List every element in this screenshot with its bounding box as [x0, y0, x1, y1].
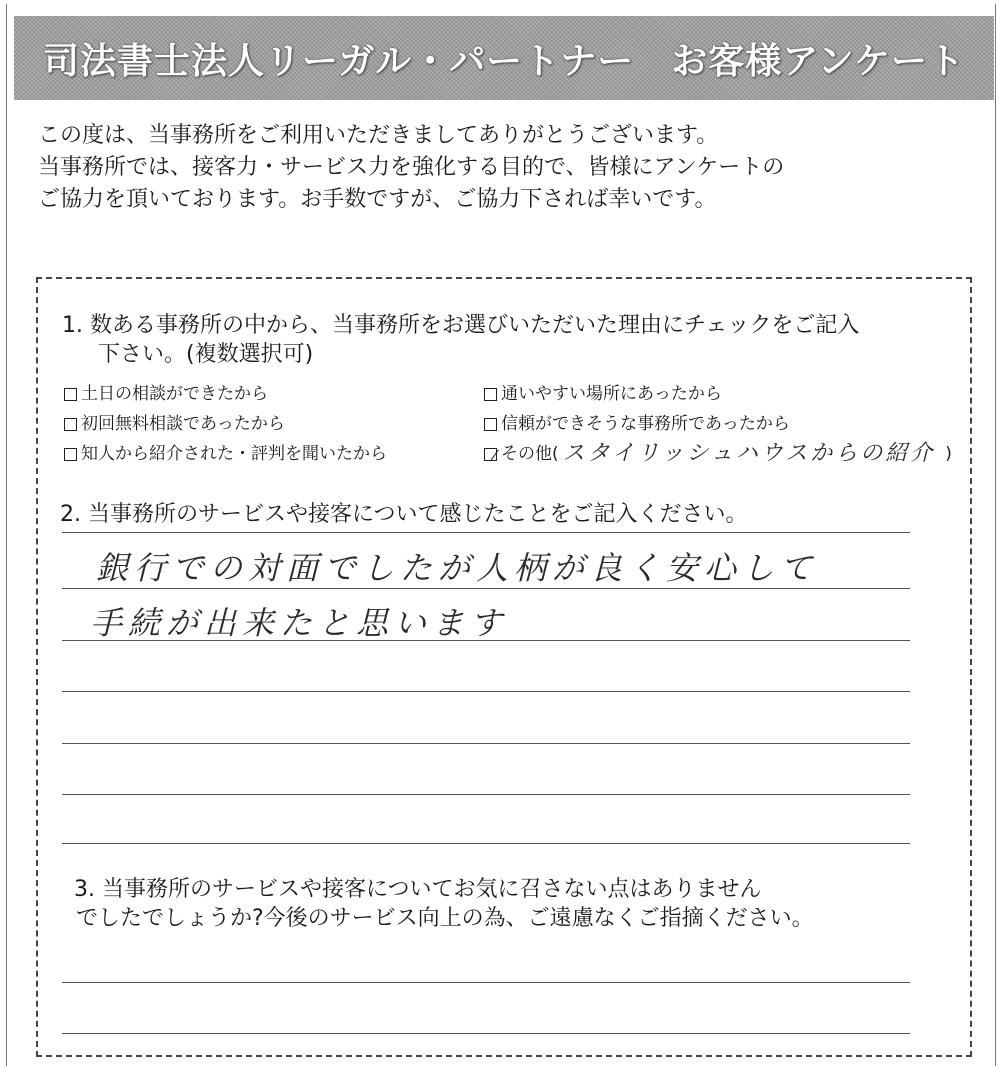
- checked-checkbox-icon[interactable]: [484, 448, 497, 461]
- q1-options-left: [64, 379, 387, 469]
- answer-rule: [62, 1033, 910, 1034]
- option-label: 初回無料相談であったから: [81, 414, 285, 434]
- option-referral[interactable]: [64, 439, 387, 469]
- intro-line: この度は、当事務所をご利用いただきましてありがとうございます。: [38, 123, 719, 148]
- intro-text: [38, 120, 938, 216]
- option-label: 土日の相談ができたから: [81, 384, 268, 404]
- answer-rule: [62, 982, 910, 983]
- title-banner: [14, 16, 994, 100]
- q1-options-right: [484, 379, 952, 469]
- other-handwritten-answer: スタイリッシュハウスからの紹介: [562, 441, 936, 466]
- question-1-subtext: 下さい。(複数選択可): [98, 342, 314, 367]
- option-close-paren: ): [945, 444, 952, 464]
- question-3-text: 3. 当事務所のサービスや接客についてお気に召さない点はありません: [74, 877, 762, 902]
- option-weekend[interactable]: [64, 379, 387, 409]
- checkbox-icon[interactable]: [484, 418, 497, 431]
- checkbox-icon[interactable]: [64, 448, 77, 461]
- checkbox-icon[interactable]: [64, 388, 77, 401]
- intro-line: ご協力を頂いております。お手数ですが、ご協力下されば幸いです。: [38, 187, 717, 212]
- checkbox-icon[interactable]: [64, 418, 77, 431]
- question-1-text: 1. 数ある事務所の中から、当事務所をお選びいただいた理由にチェックをご記入: [62, 313, 860, 338]
- answer-rule: [62, 843, 910, 844]
- survey-title: 司法書士法人リーガル・パートナー お客様アンケート: [42, 40, 966, 82]
- question-3-subtext: でしたでしょうか?今後のサービス向上の為、ご遠慮なくご指摘ください。: [76, 906, 814, 931]
- option-free-consult[interactable]: [64, 409, 387, 439]
- answer-rule: [62, 691, 910, 692]
- option-label: その他(: [501, 444, 559, 464]
- option-trust[interactable]: [484, 409, 952, 439]
- option-location[interactable]: [484, 379, 952, 409]
- option-other[interactable]: [484, 439, 952, 469]
- answer-rule: [62, 532, 910, 533]
- answer-rule: [62, 794, 910, 795]
- checkbox-icon[interactable]: [484, 388, 497, 401]
- intro-line: 当事務所では、接客力・サービス力を強化する目的で、皆様にアンケートの: [38, 155, 785, 180]
- option-label: 信頼ができそうな事務所であったから: [501, 414, 790, 434]
- q2-handwritten-answer-line: 手続が出来たと思います: [90, 604, 509, 642]
- question-2-text: 2. 当事務所のサービスや接客について感じたことをご記入ください。: [60, 502, 748, 527]
- q2-handwritten-answer-line: 銀行での対面でしたが人柄が良く安心して: [96, 549, 819, 587]
- option-label: 知人から紹介された・評判を聞いたから: [81, 444, 387, 464]
- answer-rule: [62, 743, 910, 744]
- option-label: 通いやすい場所にあったから: [501, 384, 722, 404]
